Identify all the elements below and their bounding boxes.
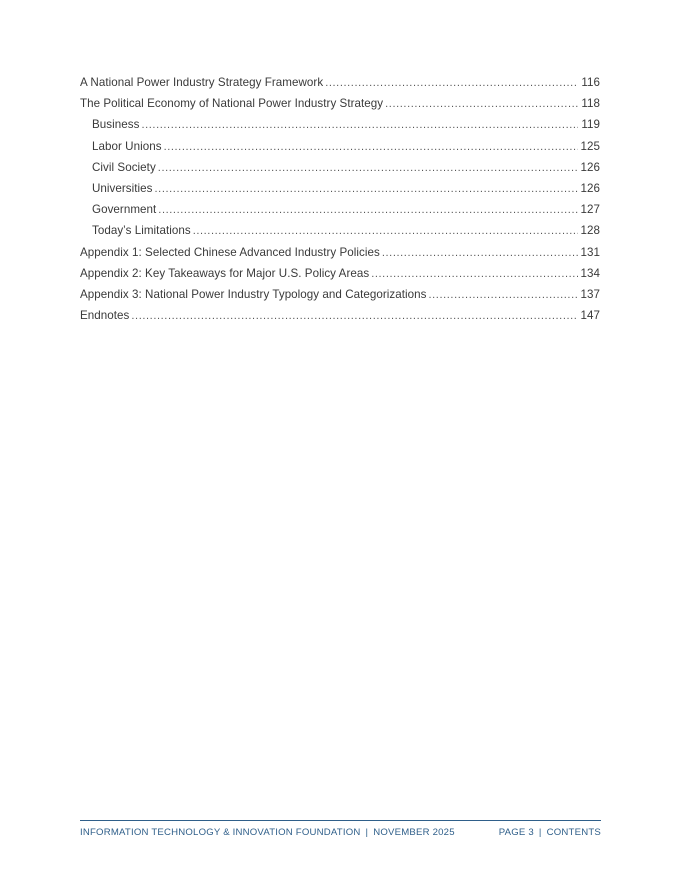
toc-entry-label: Endnotes xyxy=(80,309,130,323)
toc-entry[interactable] xyxy=(80,161,600,182)
footer-organization: INFORMATION TECHNOLOGY & INNOVATION FOUNDATION xyxy=(80,827,361,838)
toc-entry[interactable] xyxy=(80,118,600,139)
toc-entry[interactable] xyxy=(80,203,600,224)
footer-right xyxy=(499,827,601,838)
toc-entry-page: 126 xyxy=(580,160,600,174)
toc-entry-label: Civil Society xyxy=(92,160,156,174)
footer-left xyxy=(80,827,455,838)
toc-entry-label: Business xyxy=(92,118,140,132)
footer-page-number: PAGE 3 xyxy=(498,827,534,838)
toc-entry-label: Appendix 1: Selected Chinese Advanced Industry Policies xyxy=(80,245,380,259)
toc-entry[interactable] xyxy=(80,288,600,309)
toc-entry-label: Universities xyxy=(92,181,153,195)
toc-entry[interactable] xyxy=(80,224,600,245)
dot-leader xyxy=(158,204,577,216)
footer-date: NOVEMBER 2025 xyxy=(373,827,455,838)
toc-entry-page: 118 xyxy=(581,97,600,111)
dot-leader xyxy=(371,268,577,280)
footer-section: CONTENTS xyxy=(546,827,601,838)
toc-entry-label: A National Power Industry Strategy Framework xyxy=(80,76,324,89)
toc-entry[interactable] xyxy=(80,182,600,203)
toc-entry-page: 119 xyxy=(581,118,600,132)
toc-entry[interactable] xyxy=(80,267,600,288)
dot-leader xyxy=(382,247,578,259)
dot-leader xyxy=(325,77,578,89)
dot-leader xyxy=(193,225,578,237)
footer-divider xyxy=(80,820,601,821)
toc-entry[interactable] xyxy=(80,97,600,118)
toc-entry[interactable] xyxy=(80,140,600,161)
dot-leader xyxy=(131,310,577,322)
toc-entry-page: 137 xyxy=(580,287,600,301)
toc-entry[interactable] xyxy=(80,309,600,330)
dot-leader xyxy=(429,289,578,301)
toc-entry-label: Today’s Limitations xyxy=(92,224,191,238)
footer-separator: | xyxy=(365,827,369,838)
toc-entry[interactable] xyxy=(80,76,600,97)
toc-entry-page: 134 xyxy=(580,266,600,280)
dot-leader xyxy=(141,119,578,131)
toc-entry-label: Labor Unions xyxy=(92,139,162,153)
toc-entry-page: 131 xyxy=(580,245,600,259)
toc-entry[interactable] xyxy=(80,246,600,267)
table-of-contents xyxy=(80,76,600,330)
toc-entry-page: 127 xyxy=(580,203,600,217)
toc-entry-page: 126 xyxy=(580,181,600,195)
page-footer xyxy=(80,827,601,838)
toc-entry-page: 116 xyxy=(581,76,600,89)
dot-leader xyxy=(158,162,578,174)
dot-leader xyxy=(385,98,578,110)
toc-entry-label: The Political Economy of National Power Industry Strategy xyxy=(80,97,384,111)
toc-entry-label: Appendix 3: National Power Industry Typology and Categorizations xyxy=(80,287,427,301)
dot-leader xyxy=(155,183,578,195)
toc-entry-page: 128 xyxy=(580,224,600,238)
footer-separator: | xyxy=(538,827,542,838)
dot-leader xyxy=(164,141,578,153)
toc-entry-label: Appendix 2: Key Takeaways for Major U.S. Policy Areas xyxy=(80,266,370,280)
toc-entry-page: 147 xyxy=(580,309,600,323)
toc-entry-page: 125 xyxy=(580,139,600,153)
toc-entry-label: Government xyxy=(92,203,157,217)
